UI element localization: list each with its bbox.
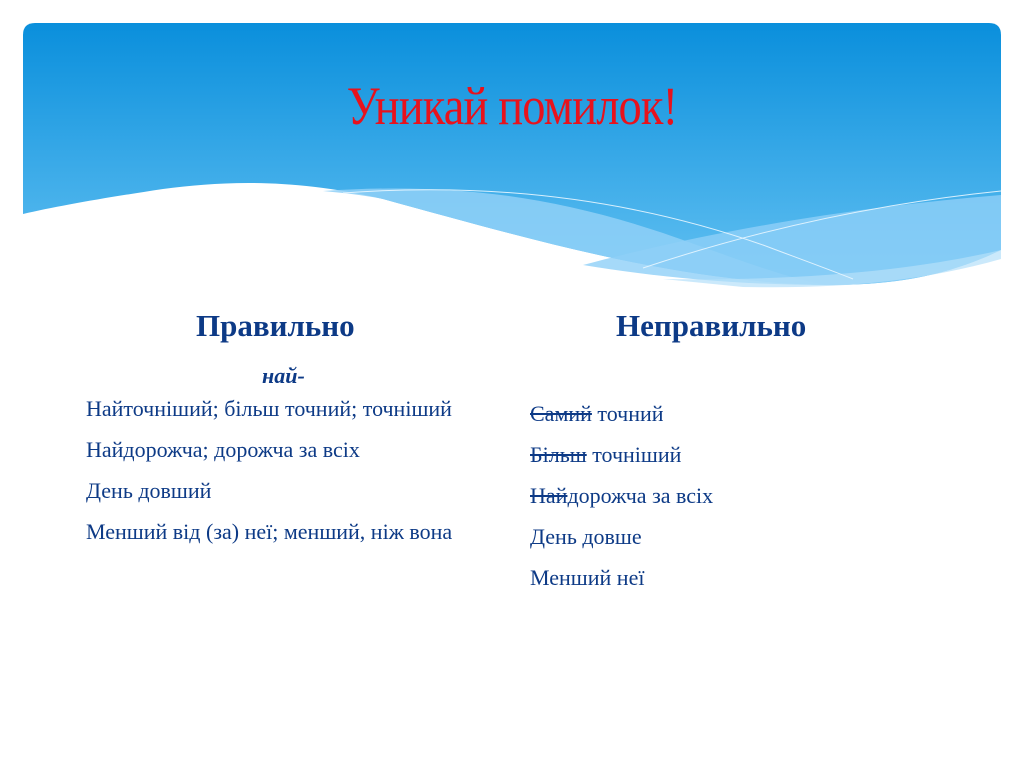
item-text: День довше xyxy=(530,524,642,549)
struck-text: Самий xyxy=(530,401,592,426)
item-text: дорожча за всіх xyxy=(567,483,714,508)
incorrect-heading: Неправильно xyxy=(616,308,807,343)
correct-item: Найточніший; більш точний; точніший xyxy=(86,396,452,421)
correct-item: День довший xyxy=(86,478,212,503)
item-text: Менший неї xyxy=(530,565,645,590)
header-wave-background xyxy=(23,23,1001,293)
slide-title: Уникай помилок! xyxy=(346,76,678,136)
wave-graphic xyxy=(23,23,1001,293)
correct-item: Найдорожча; дорожча за всіх xyxy=(86,437,360,462)
correct-heading: Правильно xyxy=(196,308,355,343)
incorrect-item xyxy=(530,400,910,428)
correct-prefix: най- xyxy=(262,363,305,388)
correct-column xyxy=(86,306,466,559)
item-text: точний xyxy=(591,401,664,426)
incorrect-column xyxy=(530,306,910,605)
incorrect-item xyxy=(530,523,910,551)
incorrect-item xyxy=(530,482,910,510)
correct-list xyxy=(86,395,466,546)
struck-text: Най xyxy=(530,483,568,508)
correct-item: Менший від (за) неї; менший, ніж вона xyxy=(86,519,453,544)
incorrect-list xyxy=(530,400,910,592)
item-text: точніший xyxy=(586,442,682,467)
incorrect-item xyxy=(530,564,910,592)
struck-text: Більш xyxy=(530,442,587,467)
incorrect-item xyxy=(530,441,910,469)
